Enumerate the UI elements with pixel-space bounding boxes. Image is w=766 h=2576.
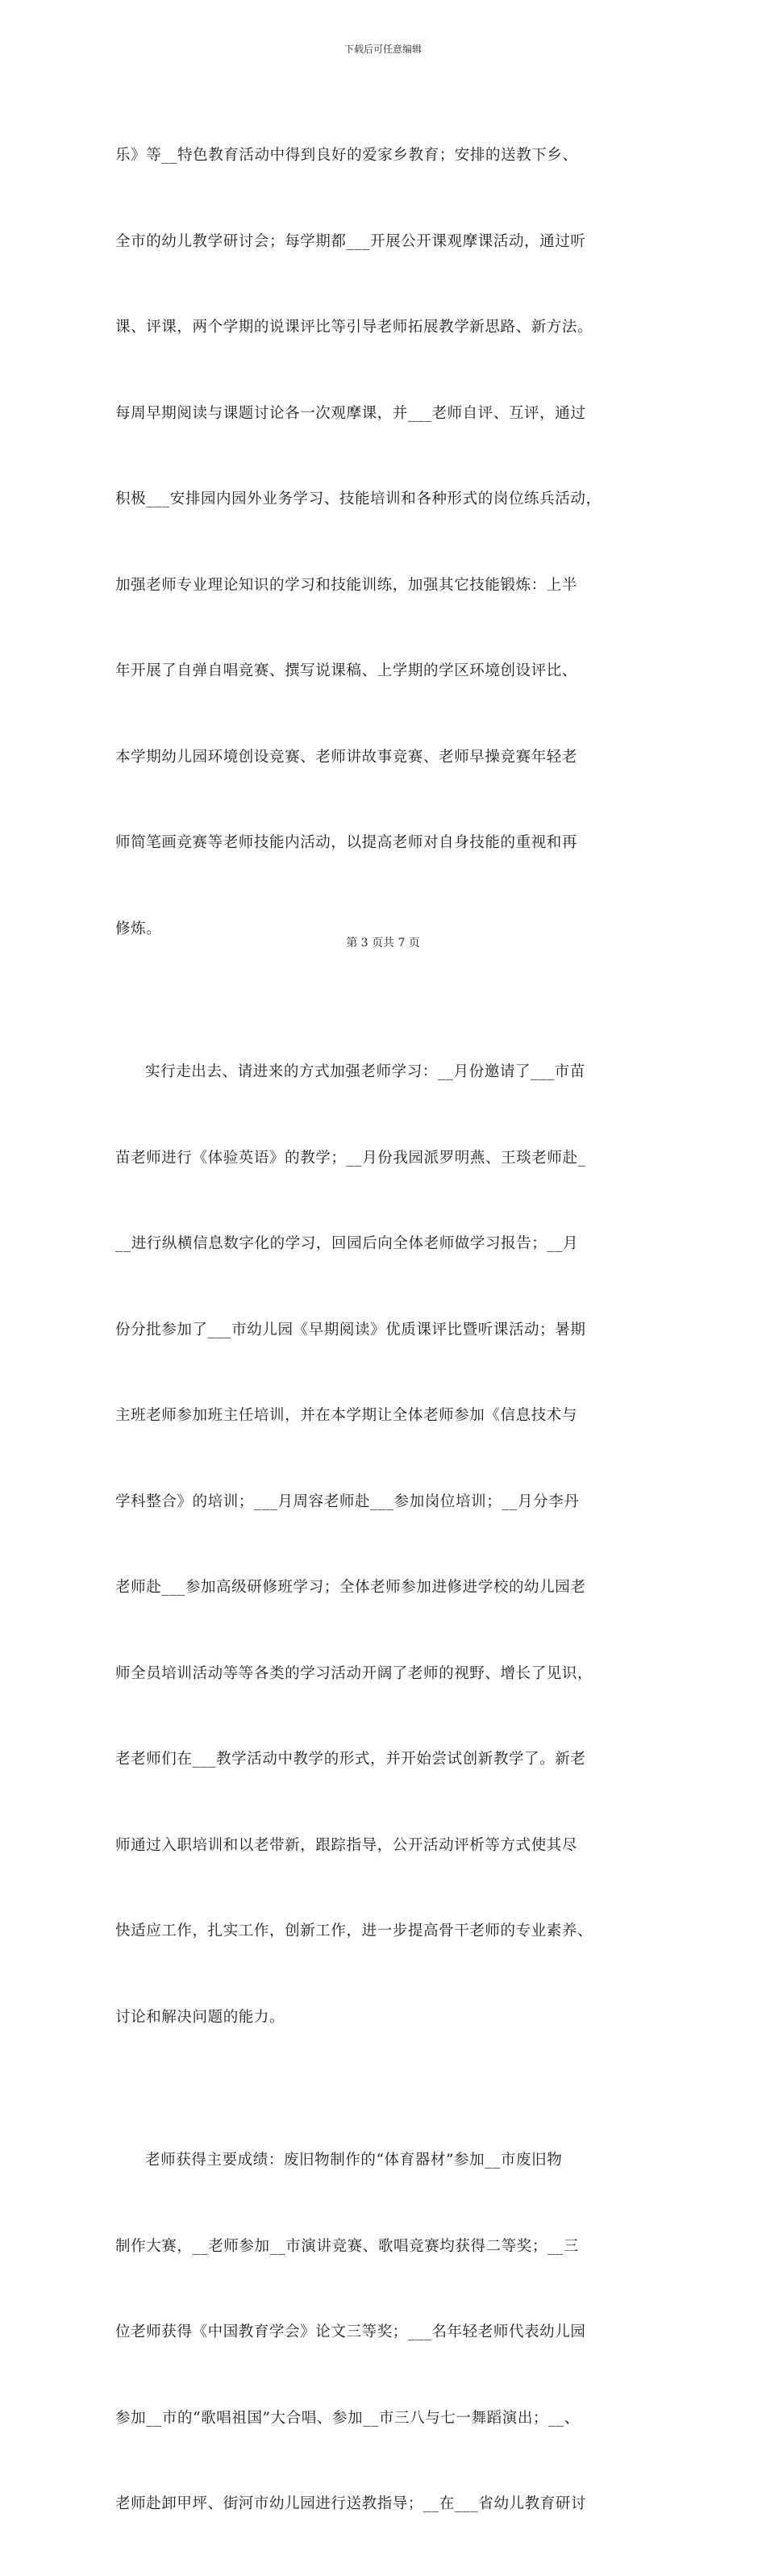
text-line: 苗老师进行《体验英语》的教学；__月份我园派罗明燕、王琰老师赴_	[115, 1149, 586, 1167]
text-line: 师全员培训活动等等各类的学习活动开阔了老师的视野、增长了见识，	[115, 1664, 593, 1682]
text-line: 师简笔画竞赛等老师技能内活动，以提高老师对自身技能的重视和再	[115, 834, 578, 851]
paragraph-3	[115, 2089, 656, 2576]
text-line: 讨论和解决问题的能力。	[115, 2008, 285, 2026]
document-body	[115, 84, 656, 2576]
text-line: 加强老师专业理论知识的学习和技能训练，加强其它技能锻炼：上半	[115, 576, 578, 594]
text-line: 位老师获得《中国教育学会》论文三等奖；___名年轻老师代表幼儿园	[115, 2323, 586, 2340]
text-line: 每周早期阅读与课题讨论各一次观摩课，并___老师自评、互评，通过	[115, 404, 586, 422]
text-line: 修炼。	[115, 920, 162, 937]
paragraph-1	[115, 84, 656, 1000]
text-line: 主班老师参加班主任培训，并在本学期让全体老师参加《信息技术与	[115, 1407, 578, 1424]
text-line: 实行走出去、请进来的方式加强老师学习：__月份邀请了___市苗	[145, 1063, 585, 1080]
text-line: 本学期幼儿园环境创设竞赛、老师讲故事竞赛、老师早操竞赛年轻老	[115, 748, 578, 766]
text-line: 参加__市的“歌唱祖国”大合唱、参加__市三八与七一舞蹈演出；__、	[115, 2409, 580, 2427]
page-header: 下载后可任意编辑	[343, 44, 422, 55]
text-line: __进行纵横信息数字化的学习，回园后向全体老师做学习报告；__月	[115, 1235, 579, 1252]
page-number: 第 3 页共 7 页	[346, 937, 420, 950]
text-line: 年开展了自弹自唱竞赛、撰写说课稿、上学期的学区环境创设评比、	[115, 662, 578, 679]
text-line: 课、评课，两个学期的说课评比等引导老师拓展教学新思路、新方法。	[115, 319, 593, 336]
text-line: 积极___安排园内园外业务学习、技能培训和各种形式的岗位练兵活动，	[115, 491, 602, 507]
text-line: 学科整合》的培训；___月周容老师赴___参加岗位培训；__月分李丹	[115, 1493, 580, 1510]
text-line: 份分批参加了___市幼儿园《早期阅读》优质课评比暨听课活动；暑期	[115, 1321, 586, 1338]
text-line: 乐》等__特色教育活动中得到良好的爱家乡教育；安排的送教下乡、	[115, 147, 578, 164]
text-line: 师通过入职培训和以老带新，跟踪指导，公开活动评析等方式使其尽	[115, 1836, 578, 1854]
text-line: 老师赴___参加高级研修班学习；全体老师参加进修进学校的幼儿园老	[115, 1579, 586, 1596]
text-line: 全市的幼儿教学研讨会；每学期都___开展公开课观摩课活动，通过听	[115, 232, 586, 250]
paragraph-2	[115, 1000, 656, 2089]
text-line: 老老师们在___教学活动中教学的形式，并开始尝试创新教学了。新老	[115, 1751, 586, 1768]
text-line: 老师获得主要成绩：废旧物制作的“体育器材”参加__市废旧物	[145, 2152, 563, 2169]
text-line: 制作大赛，__老师参加__市演讲竞赛、歌唱竞赛均获得二等奖；__三	[115, 2237, 579, 2255]
text-line: 快适应工作，扎实工作，创新工作，进一步提高骨干老师的专业素养、	[115, 1923, 593, 1939]
text-line: 老师赴卸甲坪、街河市幼儿园进行送教指导；__在___省幼儿教育研讨	[115, 2495, 587, 2512]
